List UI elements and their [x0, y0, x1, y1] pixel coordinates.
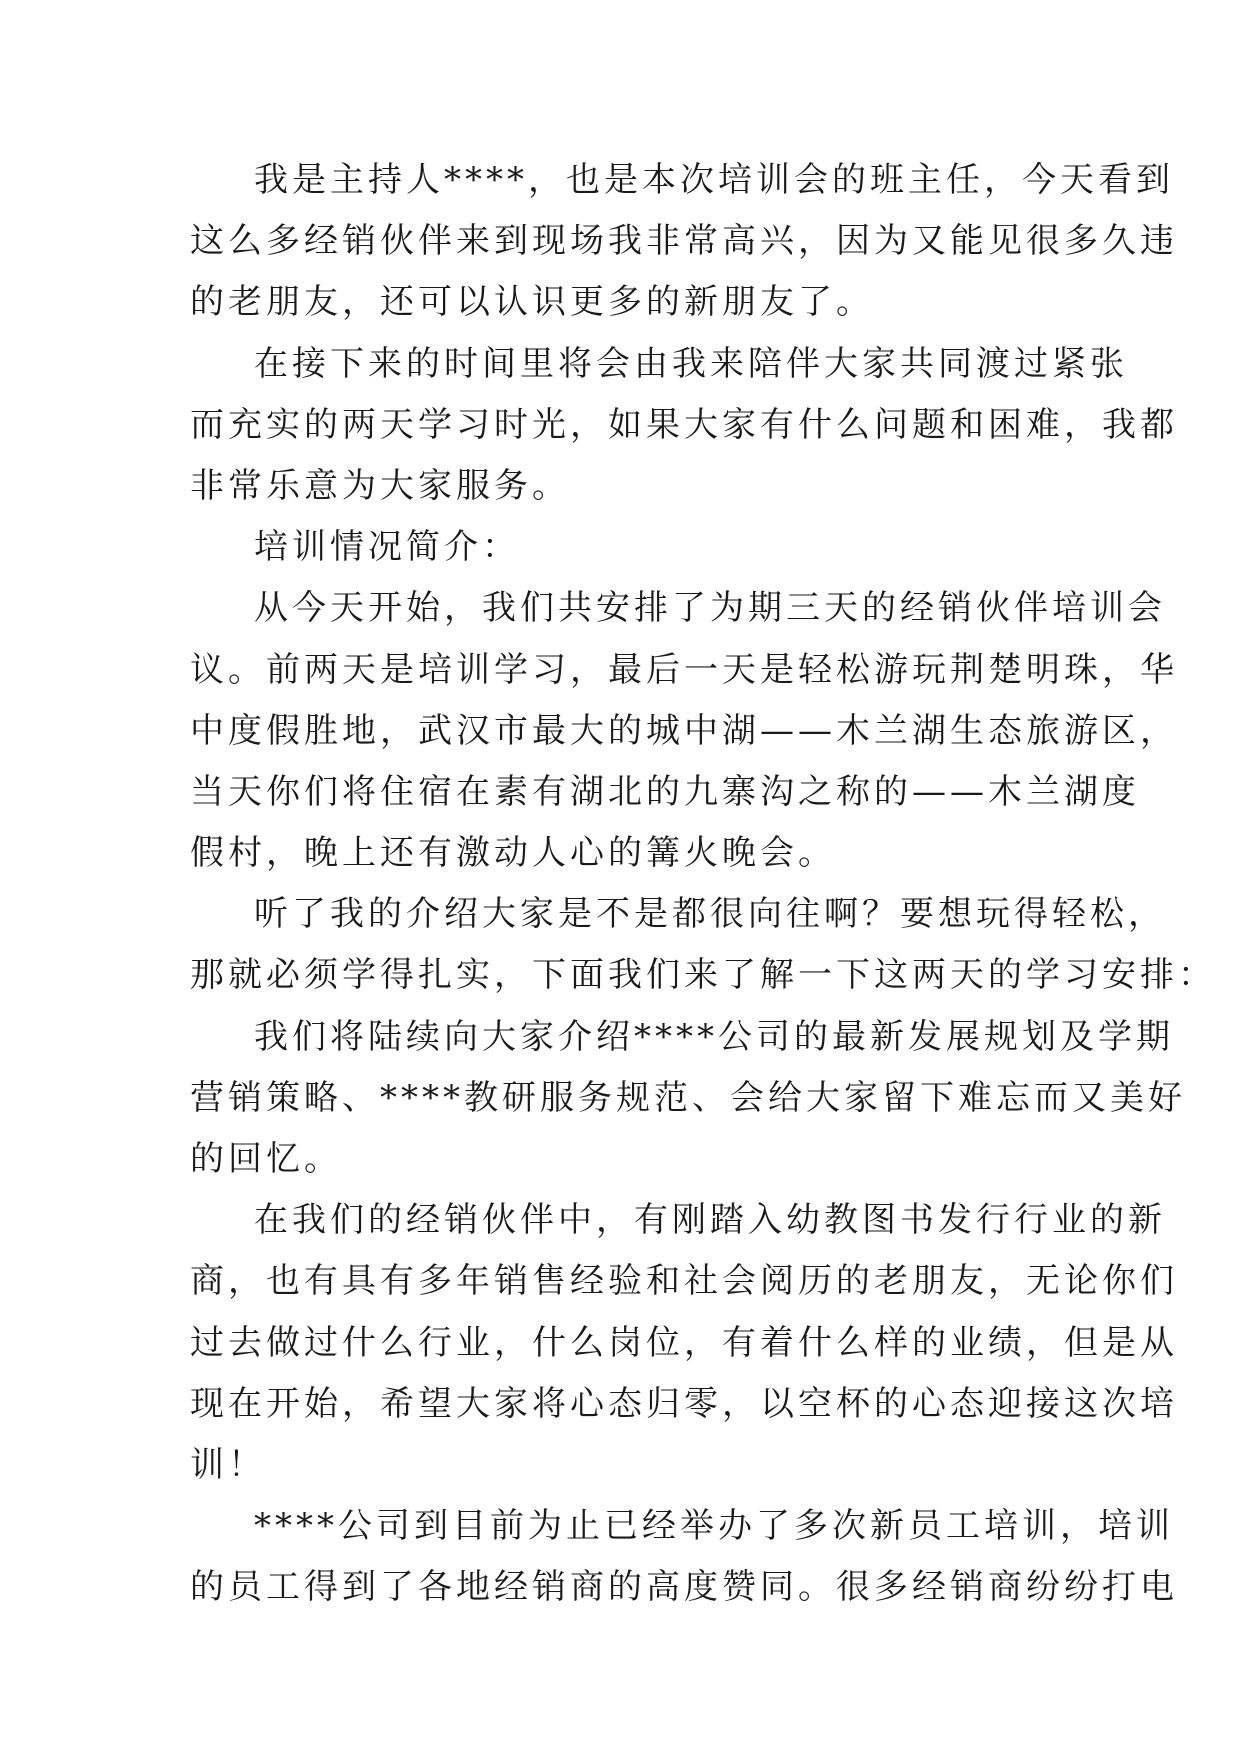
text-line: 我是主持人****，也是本次培训会的班主任，今天看到 [254, 160, 1174, 200]
text-line: 这么多经销伙伴来到现场我非常高兴，因为又能见很多久违 [190, 221, 1178, 262]
paragraph [190, 1496, 1178, 1618]
paragraph [190, 517, 1050, 578]
paragraph [190, 884, 1216, 1006]
text-line: 我们将陆续向大家介绍****公司的最新发展规划及学期 [254, 1016, 1174, 1057]
text-line: 的员工得到了各地经销商的高度赞同。很多经销商纷纷打电 [190, 1567, 1178, 1608]
paragraph [190, 1007, 1186, 1191]
text-line: 训！ [190, 1444, 266, 1485]
text-line: 的回忆。 [190, 1139, 342, 1179]
text-line: 假村，晚上还有激动人心的篝火晚会。 [190, 833, 836, 874]
text-line: 听了我的介绍大家是不是都很向往啊？要想玩得轻松， [254, 894, 1166, 935]
text-line: 商，也有具有多年销售经验和社会阅历的老朋友，无论你们 [190, 1261, 1178, 1302]
text-line: 营销策略、****教研服务规范、会给大家留下难忘而又美好 [190, 1077, 1186, 1118]
text-line: 那就必须学得扎实，下面我们来了解一下这两天的学习安排： [190, 955, 1216, 996]
text-line: 而充实的两天学习时光，如果大家有什么问题和困难，我都 [190, 404, 1178, 445]
text-line: 过去做过什么行业，什么岗位，有着什么样的业绩，但是从 [190, 1322, 1178, 1363]
text-line: 当天你们将住宿在素有湖北的九寨沟之称的——木兰湖度 [190, 771, 1140, 812]
text-line: 非常乐意为大家服务。 [190, 465, 570, 506]
paragraph [190, 578, 1178, 884]
text-line: 在接下来的时间里将会由我来陪伴大家共同渡过紧张 [254, 343, 1128, 384]
section-heading: 培训情况简介： [254, 527, 520, 568]
text-line: ****公司到目前为止已经举办了多次新员工培训，培训 [254, 1506, 1174, 1547]
paragraph [190, 334, 1178, 518]
document-page [190, 150, 1216, 1619]
text-line: 中度假胜地，武汉市最大的城中湖——木兰湖生态旅游区， [190, 710, 1178, 751]
paragraph [190, 1190, 1178, 1496]
text-line: 现在开始，希望大家将心态归零，以空杯的心态迎接这次培 [190, 1383, 1178, 1424]
text-line: 的老朋友，还可以认识更多的新朋友了。 [190, 282, 874, 323]
text-line: 议。前两天是培训学习，最后一天是轻松游玩荆楚明珠，华 [190, 649, 1178, 690]
text-line: 从今天开始，我们共安排了为期三天的经销伙伴培训会 [254, 588, 1166, 629]
text-line: 在我们的经销伙伴中，有刚踏入幼教图书发行行业的新 [254, 1200, 1166, 1241]
paragraph [190, 150, 1178, 334]
